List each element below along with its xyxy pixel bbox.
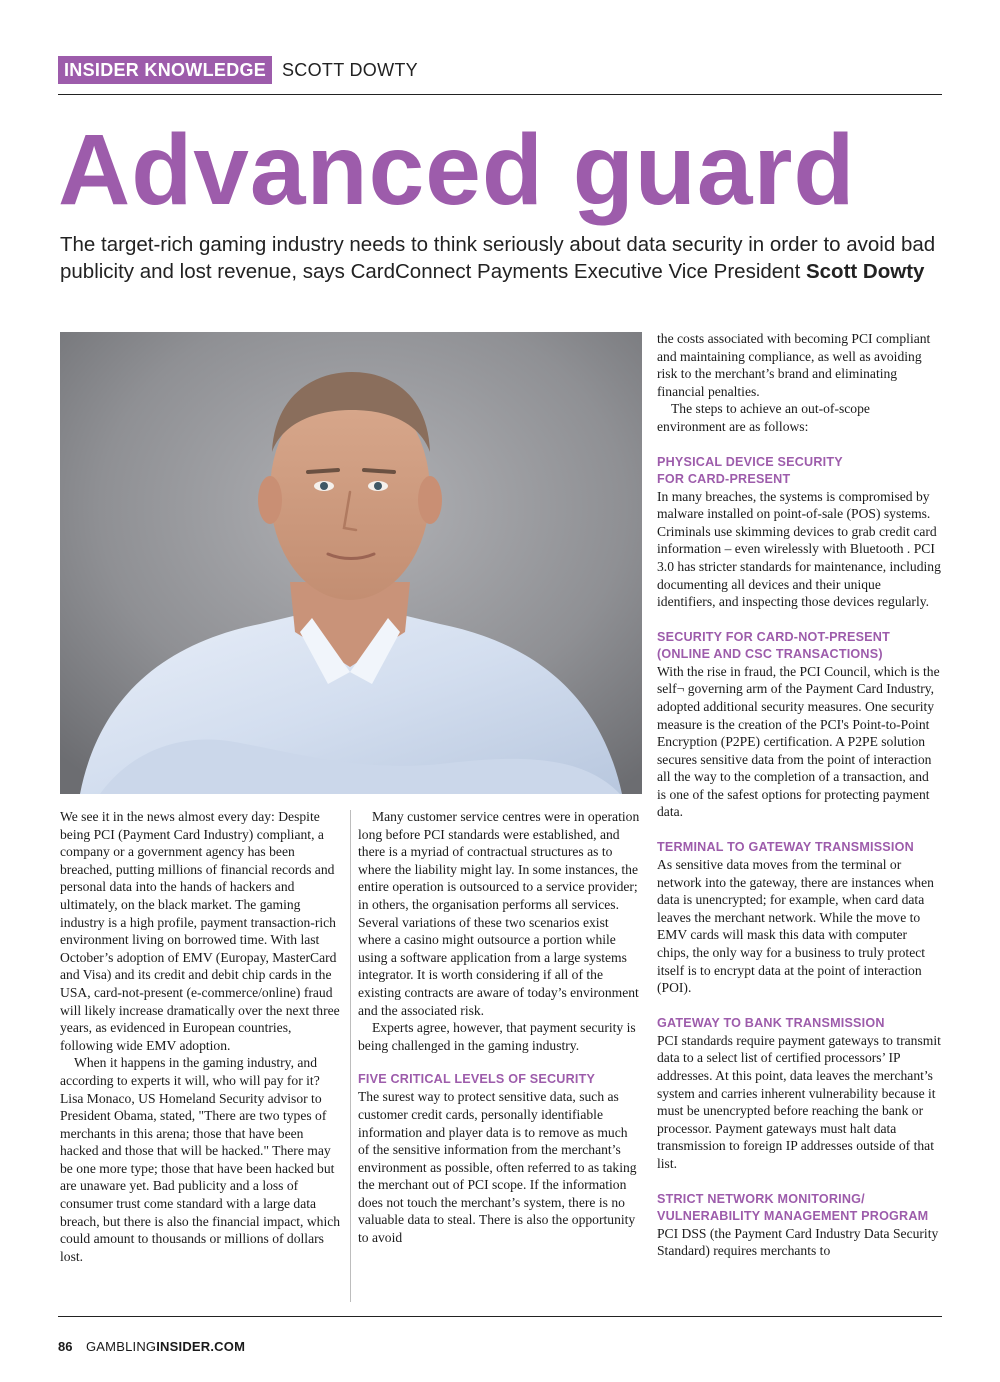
subheading-line: FOR CARD-PRESENT bbox=[657, 471, 791, 486]
standfirst bbox=[60, 232, 940, 285]
column-left bbox=[60, 808, 344, 1265]
body-paragraph: Many customer service centres were in operation long before PCI standards were established, and there is a myriad of contractual structures as to where the liability might lay. In some instances, the entire operation is outsourced to a service provider; in others, the organisation performs all services. Several variations of these two scenarios exist where a casino might outsource a portion while using a software application from a large systems integrator. It is worth considering if all of the existing contracts are aware of today’s environment and the associated risk. bbox=[358, 809, 640, 1018]
subheading: FIVE CRITICAL LEVELS OF SECURITY bbox=[358, 1072, 596, 1087]
subheading: TERMINAL TO GATEWAY TRANSMISSION bbox=[657, 840, 914, 855]
subheading-line: STRICT NETWORK MONITORING/ bbox=[657, 1191, 865, 1206]
subheading-line: SECURITY FOR CARD-NOT-PRESENT bbox=[657, 629, 890, 644]
portrait-illustration bbox=[60, 332, 642, 794]
body-paragraph: the costs associated with becoming PCI compliant and maintaining compliance, as well as avoiding risk to the merchant’s brand and eliminating financial penalties. bbox=[657, 331, 931, 399]
section-header bbox=[58, 56, 942, 95]
column-middle bbox=[358, 808, 640, 1247]
subheading-line: (ONLINE AND CSC TRANSACTIONS) bbox=[657, 646, 883, 661]
page-number: 86 bbox=[58, 1339, 73, 1354]
body-paragraph: PCI standards require payment gateways to transmit data to a select list of certified processors’ IP addresses. At this point, data leaves the merchant’s system and carries inherent vulnerability because it must be unencrypted before reaching the bank or processor. Payment gateways must halt data transmission to foreign IP addresses outside of that list. bbox=[657, 1032, 941, 1171]
author-byline: SCOTT DOWTY bbox=[282, 60, 418, 80]
subheading: GATEWAY TO BANK TRANSMISSION bbox=[657, 1015, 885, 1030]
body-paragraph: When it happens in the gaming industry, and according to experts it will, who will pay for it? Lisa Monaco, US Homeland Security advisor to President Obama, stated, "There are two types of merchants in this arena; those that have been hacked and those that will be hacked." There may be one more type; those that have been hacked but are unaware yet. Bad publicity and a loss of consumer trust come standard with a large data breach, but there is also the financial impact, which could amount to thousands or millions of dollars lost. bbox=[60, 1055, 341, 1264]
subheading-line: VULNERABILITY MANAGEMENT PROGRAM bbox=[657, 1208, 929, 1223]
body-paragraph: As sensitive data moves from the terminal or network into the gateway, there are instances when data is unencrypted; for example, when card data leaves the merchant network. While the move to EMV cards will mask this data with computer chips, the only way for a business to truly protect itself is to encrypt data at the point of interaction (POI). bbox=[657, 857, 934, 996]
body-paragraph: Experts agree, however, that payment security is being challenged in the gaming industry. bbox=[358, 1020, 636, 1053]
column-divider bbox=[350, 810, 351, 1302]
body-paragraph: With the rise in fraud, the PCI Council, which is the self¬ governing arm of the Payment Card Industry, adopted additional security measures. One security measure is the creation of the PCI's Point-to-Point Encryption (P2PE) certification. A P2PE solution secures sensitive data from the point of interaction all the way to the completion of a transaction, and is one of the safest options for protecting payment data. bbox=[657, 663, 940, 820]
site-prefix: GAMBLING bbox=[86, 1339, 157, 1354]
subheading bbox=[657, 629, 941, 663]
body-paragraph: PCI DSS (the Payment Card Industry Data Security Standard) requires merchants to bbox=[657, 1225, 939, 1259]
subheading-line: PHYSICAL DEVICE SECURITY bbox=[657, 454, 843, 469]
page-footer bbox=[58, 1316, 942, 1354]
author-portrait bbox=[60, 332, 642, 794]
body-paragraph: The surest way to protect sensitive data, such as customer credit cards, personally identifiable information and player data is to remove as much of the sensitive information from the merchant’s environment as possible, often referred to as taking the merchant out of PCI scope. If the information does not touch the merchant’s system, there is no valuable data to steal. There is also the opportunity to avoid bbox=[358, 1089, 637, 1246]
subheading bbox=[657, 1191, 941, 1225]
body-paragraph: The steps to achieve an out-of-scope environment are as follows: bbox=[657, 401, 870, 434]
subheading bbox=[657, 454, 941, 488]
body-paragraph: In many breaches, the systems is compromised by malware installed on point-of-sale (POS) systems. Criminals use skimming devices to grab credit card information – even wirelessly with Bluetooth . PCI 3.0 has stricter standards for maintenance, including documenting all devices and their unique identifiers, and inspecting those devices regularly. bbox=[657, 488, 941, 610]
headline: Advanced guard bbox=[58, 114, 856, 226]
section-tag: INSIDER KNOWLEDGE bbox=[58, 56, 272, 84]
site-name bbox=[86, 1339, 245, 1354]
standfirst-author: Scott Dowty bbox=[805, 259, 925, 283]
standfirst-text: The target-rich gaming industry needs to think seriously about data security in order to avoid bad publicity and lost revenue, says CardConnect Payments Executive Vice President bbox=[60, 233, 936, 283]
site-suffix: INSIDER.COM bbox=[156, 1339, 246, 1354]
body-paragraph: We see it in the news almost every day: Despite being PCI (Payment Card Industry) compliant, a company or a government agency has been breached, putting millions of financial records and personal data into the hands of hackers and ultimately, on the black market. The gaming industry is a high profile, payment transaction-rich environment living on borrowed time. With last October’s adoption of EMV (Europay, MasterCard and Visa) and its credit and debit chip cards in the USA, card-not-present (e-commerce/online) fraud will likely increase dramatically over the next three years, as evidenced in European countries, following wide EMV adoption. bbox=[60, 809, 340, 1053]
column-right bbox=[657, 330, 941, 1260]
